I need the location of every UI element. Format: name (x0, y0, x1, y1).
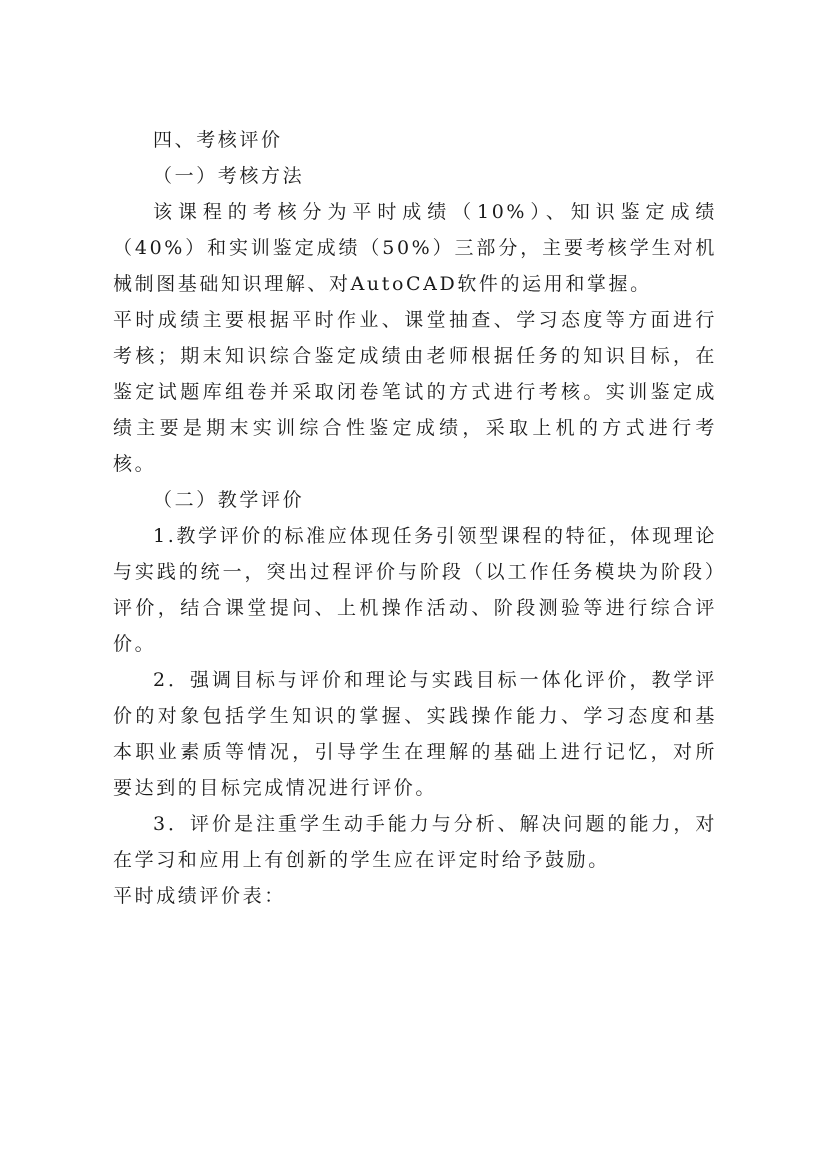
paragraph-assessment-details: 平时成绩主要根据平时作业、课堂抽查、学习态度等方面进行考核；期末知识综合鉴定成绩由老师根据任务的知识目标，在鉴定试题库组卷并采取闭卷笔试的方式进行考核。实训鉴定成绩主要是期末实训综合性鉴定成绩，采取上机的方式进行考核。 (113, 309, 717, 475)
subsection-heading-teaching-evaluation: （二）教学评价 (153, 489, 305, 511)
document-body (113, 122, 717, 914)
evaluation-item-2: 2．强调目标与评价和理论与实践目标一体化评价，教学评价的对象包括学生知识的掌握、实践操作能力、学习态度和基本职业素质等情况，引导学生在理解的基础上进行记忆，对所要达到的目标完成情况进行评价。 (113, 669, 717, 799)
section-heading: 四、考核评价 (153, 129, 283, 151)
table-caption: 平时成绩评价表： (113, 885, 286, 907)
subsection-heading-assessment-method: （一）考核方法 (153, 165, 305, 187)
evaluation-item-1: 1.教学评价的标准应体现任务引领型课程的特征，体现理论与实践的统一，突出过程评价与阶段（以工作任务模块为阶段）评价，结合课堂提问、上机操作活动、阶段测验等进行综合评价。 (113, 525, 717, 655)
paragraph-assessment-composition: 该课程的考核分为平时成绩（10%）、知识鉴定成绩（40%）和实训鉴定成绩（50%）三部分，主要考核学生对机械制图基础知识理解、对AutoCAD软件的运用和掌握。 (113, 201, 717, 295)
evaluation-item-3: 3．评价是注重学生动手能力与分析、解决问题的能力，对在学习和应用上有创新的学生应在评定时给予鼓励。 (113, 813, 717, 871)
